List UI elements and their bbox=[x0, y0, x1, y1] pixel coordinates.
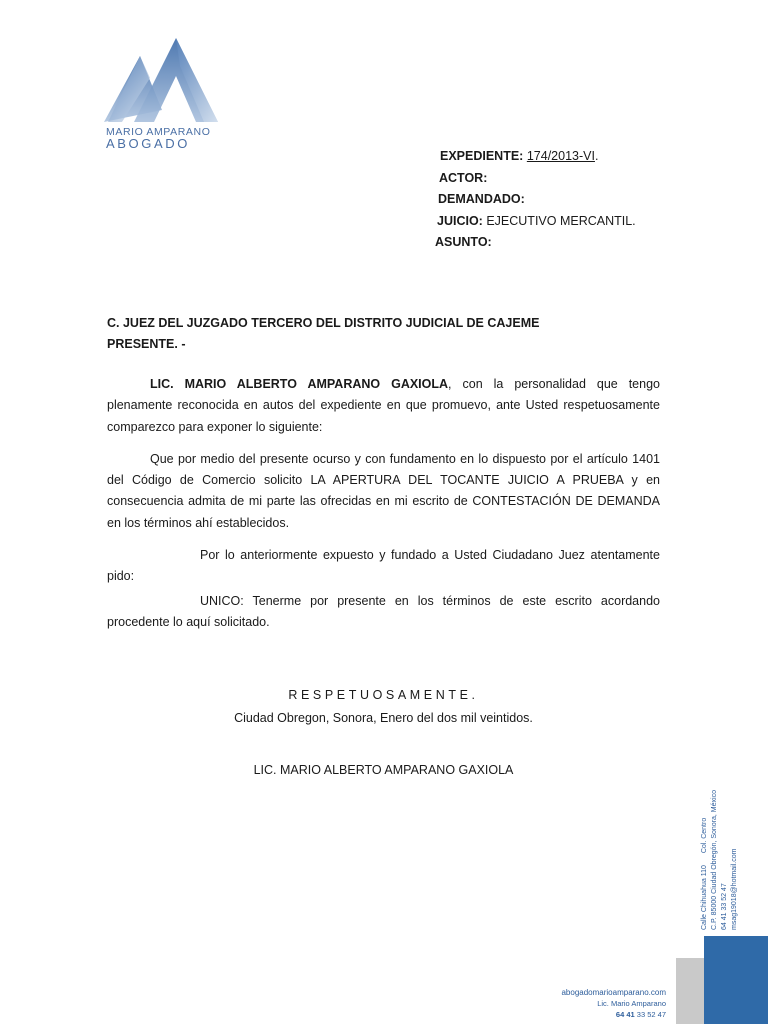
juicio-row bbox=[437, 211, 636, 233]
logo-title: ABOGADO bbox=[106, 136, 190, 151]
demandado-row bbox=[438, 189, 636, 211]
addressee bbox=[107, 313, 539, 355]
paragraph-4: UNICO: Tenerme por presente en los términos de este escrito acordando procedente lo aquí solicitado. bbox=[107, 593, 660, 629]
case-info bbox=[435, 146, 636, 254]
expediente-row bbox=[440, 146, 636, 168]
logo-name: MARIO AMPARANO bbox=[106, 126, 211, 138]
document-body bbox=[107, 374, 660, 633]
logo bbox=[100, 30, 230, 150]
expediente-value: 174/2013-VI bbox=[526, 149, 595, 163]
side-colonia: Col. Centro bbox=[701, 817, 708, 854]
signature-name: LIC. MARIO ALBERTO AMPARANO GAXIOLA bbox=[253, 763, 514, 777]
actor-row bbox=[439, 168, 636, 190]
footer-phone bbox=[561, 1009, 666, 1020]
promovente-name: LIC. MARIO ALBERTO AMPARANO GAXIOLA bbox=[150, 377, 449, 391]
actor-label: ACTOR: bbox=[439, 170, 488, 185]
footer-name: Lic. Mario Amparano bbox=[597, 999, 666, 1008]
demandado-label: DEMANDADO: bbox=[438, 192, 525, 206]
addressee-line-2: PRESENTE. - bbox=[107, 337, 186, 351]
footer-url: abogadomarioamparano.com bbox=[561, 988, 666, 997]
footer-contact bbox=[561, 987, 666, 1020]
decorative-gray-block bbox=[676, 958, 704, 1024]
asunto-label: ASUNTO: bbox=[435, 235, 492, 249]
decorative-blue-block bbox=[704, 936, 768, 1024]
footer-phone-prefix: 64 41 bbox=[615, 1010, 635, 1019]
side-email: msag19018@hotmail.com bbox=[731, 848, 738, 930]
closing-respetuosamente: RESPETUOSAMENTE. bbox=[288, 688, 479, 702]
expediente-suffix: . bbox=[594, 149, 599, 163]
place-date: Ciudad Obregon, Sonora, Enero del dos mil veintidos. bbox=[234, 711, 533, 725]
side-phone: 64 41 33 52 47 bbox=[721, 883, 728, 930]
side-city: C.P. 85000 Ciudad Obregón, Sonora, México bbox=[711, 790, 718, 930]
asunto-row bbox=[435, 232, 636, 254]
side-address-line bbox=[700, 790, 710, 930]
side-address: Calle Chihuahua 110 bbox=[701, 865, 708, 930]
juicio-value: EJECUTIVO MERCANTIL. bbox=[486, 213, 636, 228]
paragraph-2: Que por medio del presente ocurso y con fundamento en lo dispuesto por el artículo 1401 del Código de Comercio solicito LA APERTURA DEL TOCANTE JUICIO A PRUEBA y en consecuencia admita de mi parte las ofrecidas en mi escrito de CONTESTACIÓN DE DEMANDA en los términos ahí establecidos. bbox=[107, 451, 660, 530]
paragraph-1 bbox=[107, 374, 660, 438]
side-contact bbox=[700, 790, 740, 930]
footer-phone-rest: 33 52 47 bbox=[636, 1010, 666, 1019]
juicio-label: JUICIO: bbox=[437, 213, 483, 228]
expediente-label: EXPEDIENTE: bbox=[440, 149, 524, 163]
paragraph-3: Por lo anteriormente expuesto y fundado a Usted Ciudadano Juez atentamente pido: bbox=[107, 548, 660, 584]
mountains-logo-icon bbox=[100, 30, 230, 130]
addressee-line-1: C. JUEZ DEL JUZGADO TERCERO DEL DISTRITO JUDICIAL DE CAJEME bbox=[107, 316, 540, 330]
paragraph-1-text: , con la personalidad que tengo plenamente reconocida en autos del expediente en que promuevo, ante Usted respetuosamente comparezco para exponer lo siguiente: bbox=[107, 377, 660, 434]
